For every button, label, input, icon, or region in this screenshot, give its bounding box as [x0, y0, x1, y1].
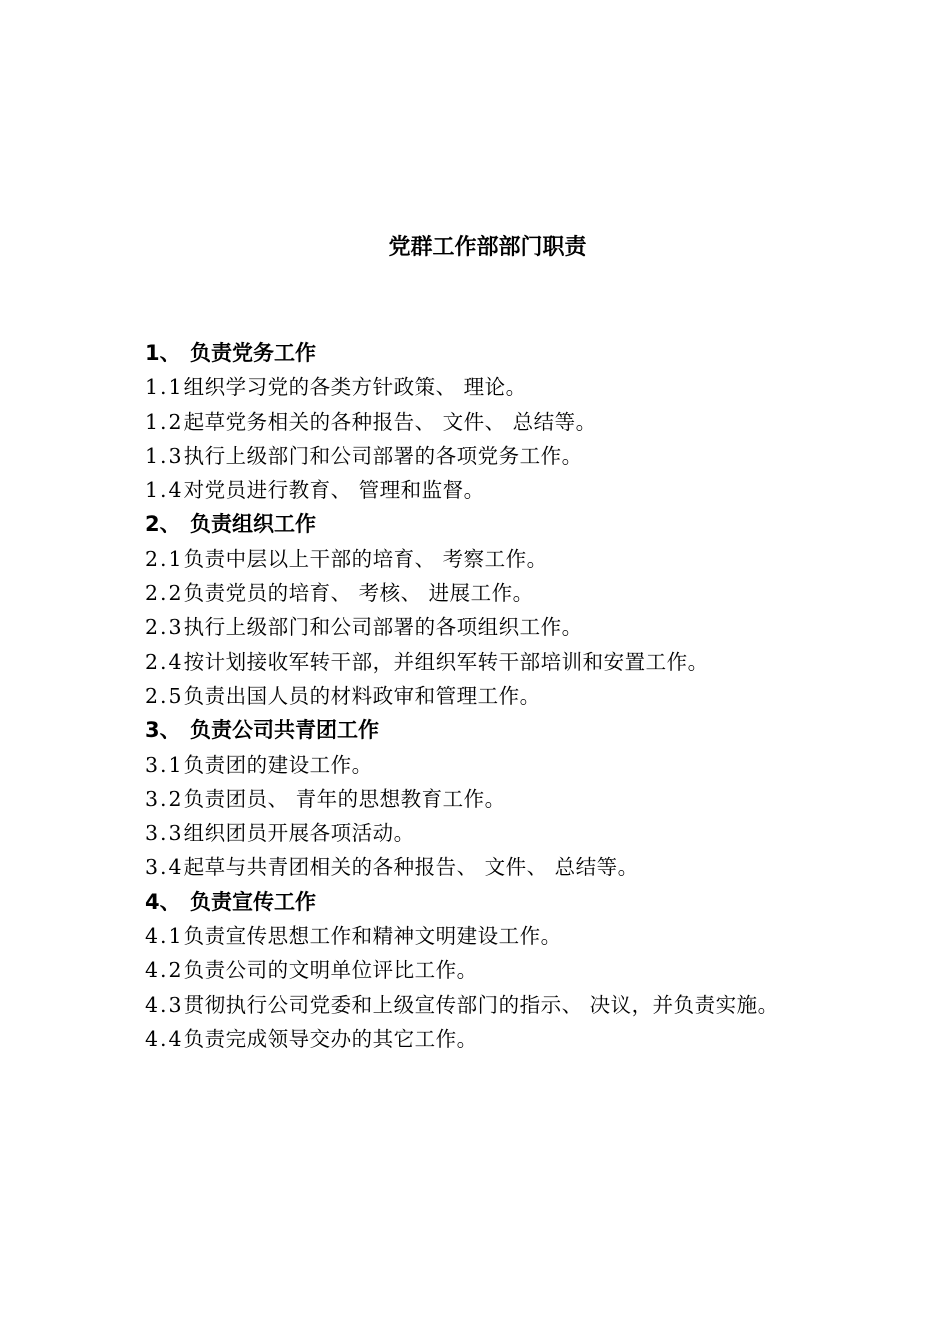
item-text: 起草党务相关的各种报告、 文件、 总结等。 — [183, 409, 597, 434]
page-title: 党群工作部部门职责 — [388, 235, 587, 260]
list-item — [145, 542, 815, 576]
item-number: 4.1 — [145, 924, 184, 949]
list-item — [145, 850, 815, 884]
item-text: 对党员进行教育、 管理和监督。 — [183, 478, 485, 503]
section-number: 1、 — [145, 341, 181, 365]
list-item — [145, 816, 815, 850]
list-item — [145, 645, 815, 679]
item-number: 4.2 — [145, 958, 184, 983]
list-item — [145, 988, 815, 1022]
item-number: 3.3 — [145, 821, 184, 846]
section-heading — [145, 336, 815, 370]
item-text: 负责出国人员的材料政审和管理工作。 — [183, 683, 541, 708]
list-item — [145, 370, 815, 404]
list-item — [145, 405, 815, 439]
item-text: 按计划接收军转干部，并组织军转干部培训和安置工作。 — [183, 649, 709, 674]
item-number: 4.4 — [145, 1026, 184, 1051]
section-title: 负责党务工作 — [190, 341, 316, 365]
section-number: 3、 — [145, 718, 181, 743]
item-text: 执行上级部门和公司部署的各项党务工作。 — [183, 443, 583, 468]
item-text: 负责团员、 青年的思想教育工作。 — [183, 786, 506, 811]
list-item — [145, 610, 815, 644]
section-number: 4、 — [145, 889, 181, 914]
list-item — [145, 748, 815, 782]
list-item — [145, 439, 815, 473]
list-item — [145, 1022, 815, 1056]
section-title: 负责宣传工作 — [190, 889, 316, 914]
item-number: 1.2 — [145, 409, 184, 434]
item-text: 执行上级部门和公司部署的各项组织工作。 — [183, 615, 583, 640]
item-number: 2.4 — [145, 649, 184, 674]
list-item — [145, 473, 815, 507]
list-item — [145, 782, 815, 816]
list-item — [145, 919, 815, 953]
item-text: 负责公司的文明单位评比工作。 — [183, 958, 478, 983]
section-title: 负责组织工作 — [190, 512, 316, 537]
item-number: 3.4 — [145, 855, 184, 880]
item-text: 负责团的建设工作。 — [183, 752, 373, 777]
item-text: 组织学习党的各类方针政策、 理论。 — [183, 375, 527, 400]
item-number: 4.3 — [145, 992, 184, 1017]
section-heading — [145, 713, 815, 747]
item-number: 2.2 — [145, 581, 184, 606]
item-number: 2.5 — [145, 683, 184, 708]
item-number: 3.1 — [145, 752, 184, 777]
item-text: 负责完成领导交办的其它工作。 — [183, 1026, 478, 1051]
item-number: 1.1 — [145, 375, 184, 400]
item-text: 组织团员开展各项活动。 — [183, 821, 415, 846]
section-heading — [145, 885, 815, 919]
item-number: 2.1 — [145, 546, 184, 571]
item-text: 负责党员的培育、 考核、 进展工作。 — [183, 581, 534, 606]
item-text: 负责中层以上干部的培育、 考察工作。 — [183, 546, 548, 571]
item-number: 2.3 — [145, 615, 184, 640]
item-text: 起草与共青团相关的各种报告、 文件、 总结等。 — [183, 855, 639, 880]
section-heading — [145, 507, 815, 541]
item-number: 1.4 — [145, 478, 184, 503]
document-body — [145, 336, 815, 1056]
item-text: 负责宣传思想工作和精神文明建设工作。 — [183, 924, 562, 949]
item-number: 3.2 — [145, 786, 184, 811]
list-item — [145, 953, 815, 987]
item-number: 1.3 — [145, 443, 184, 468]
section-number: 2、 — [145, 512, 181, 537]
list-item — [145, 679, 815, 713]
section-title: 负责公司共青团工作 — [190, 718, 379, 743]
item-text: 贯彻执行公司党委和上级宣传部门的指示、 决议，并负责实施。 — [183, 992, 779, 1017]
list-item — [145, 576, 815, 610]
